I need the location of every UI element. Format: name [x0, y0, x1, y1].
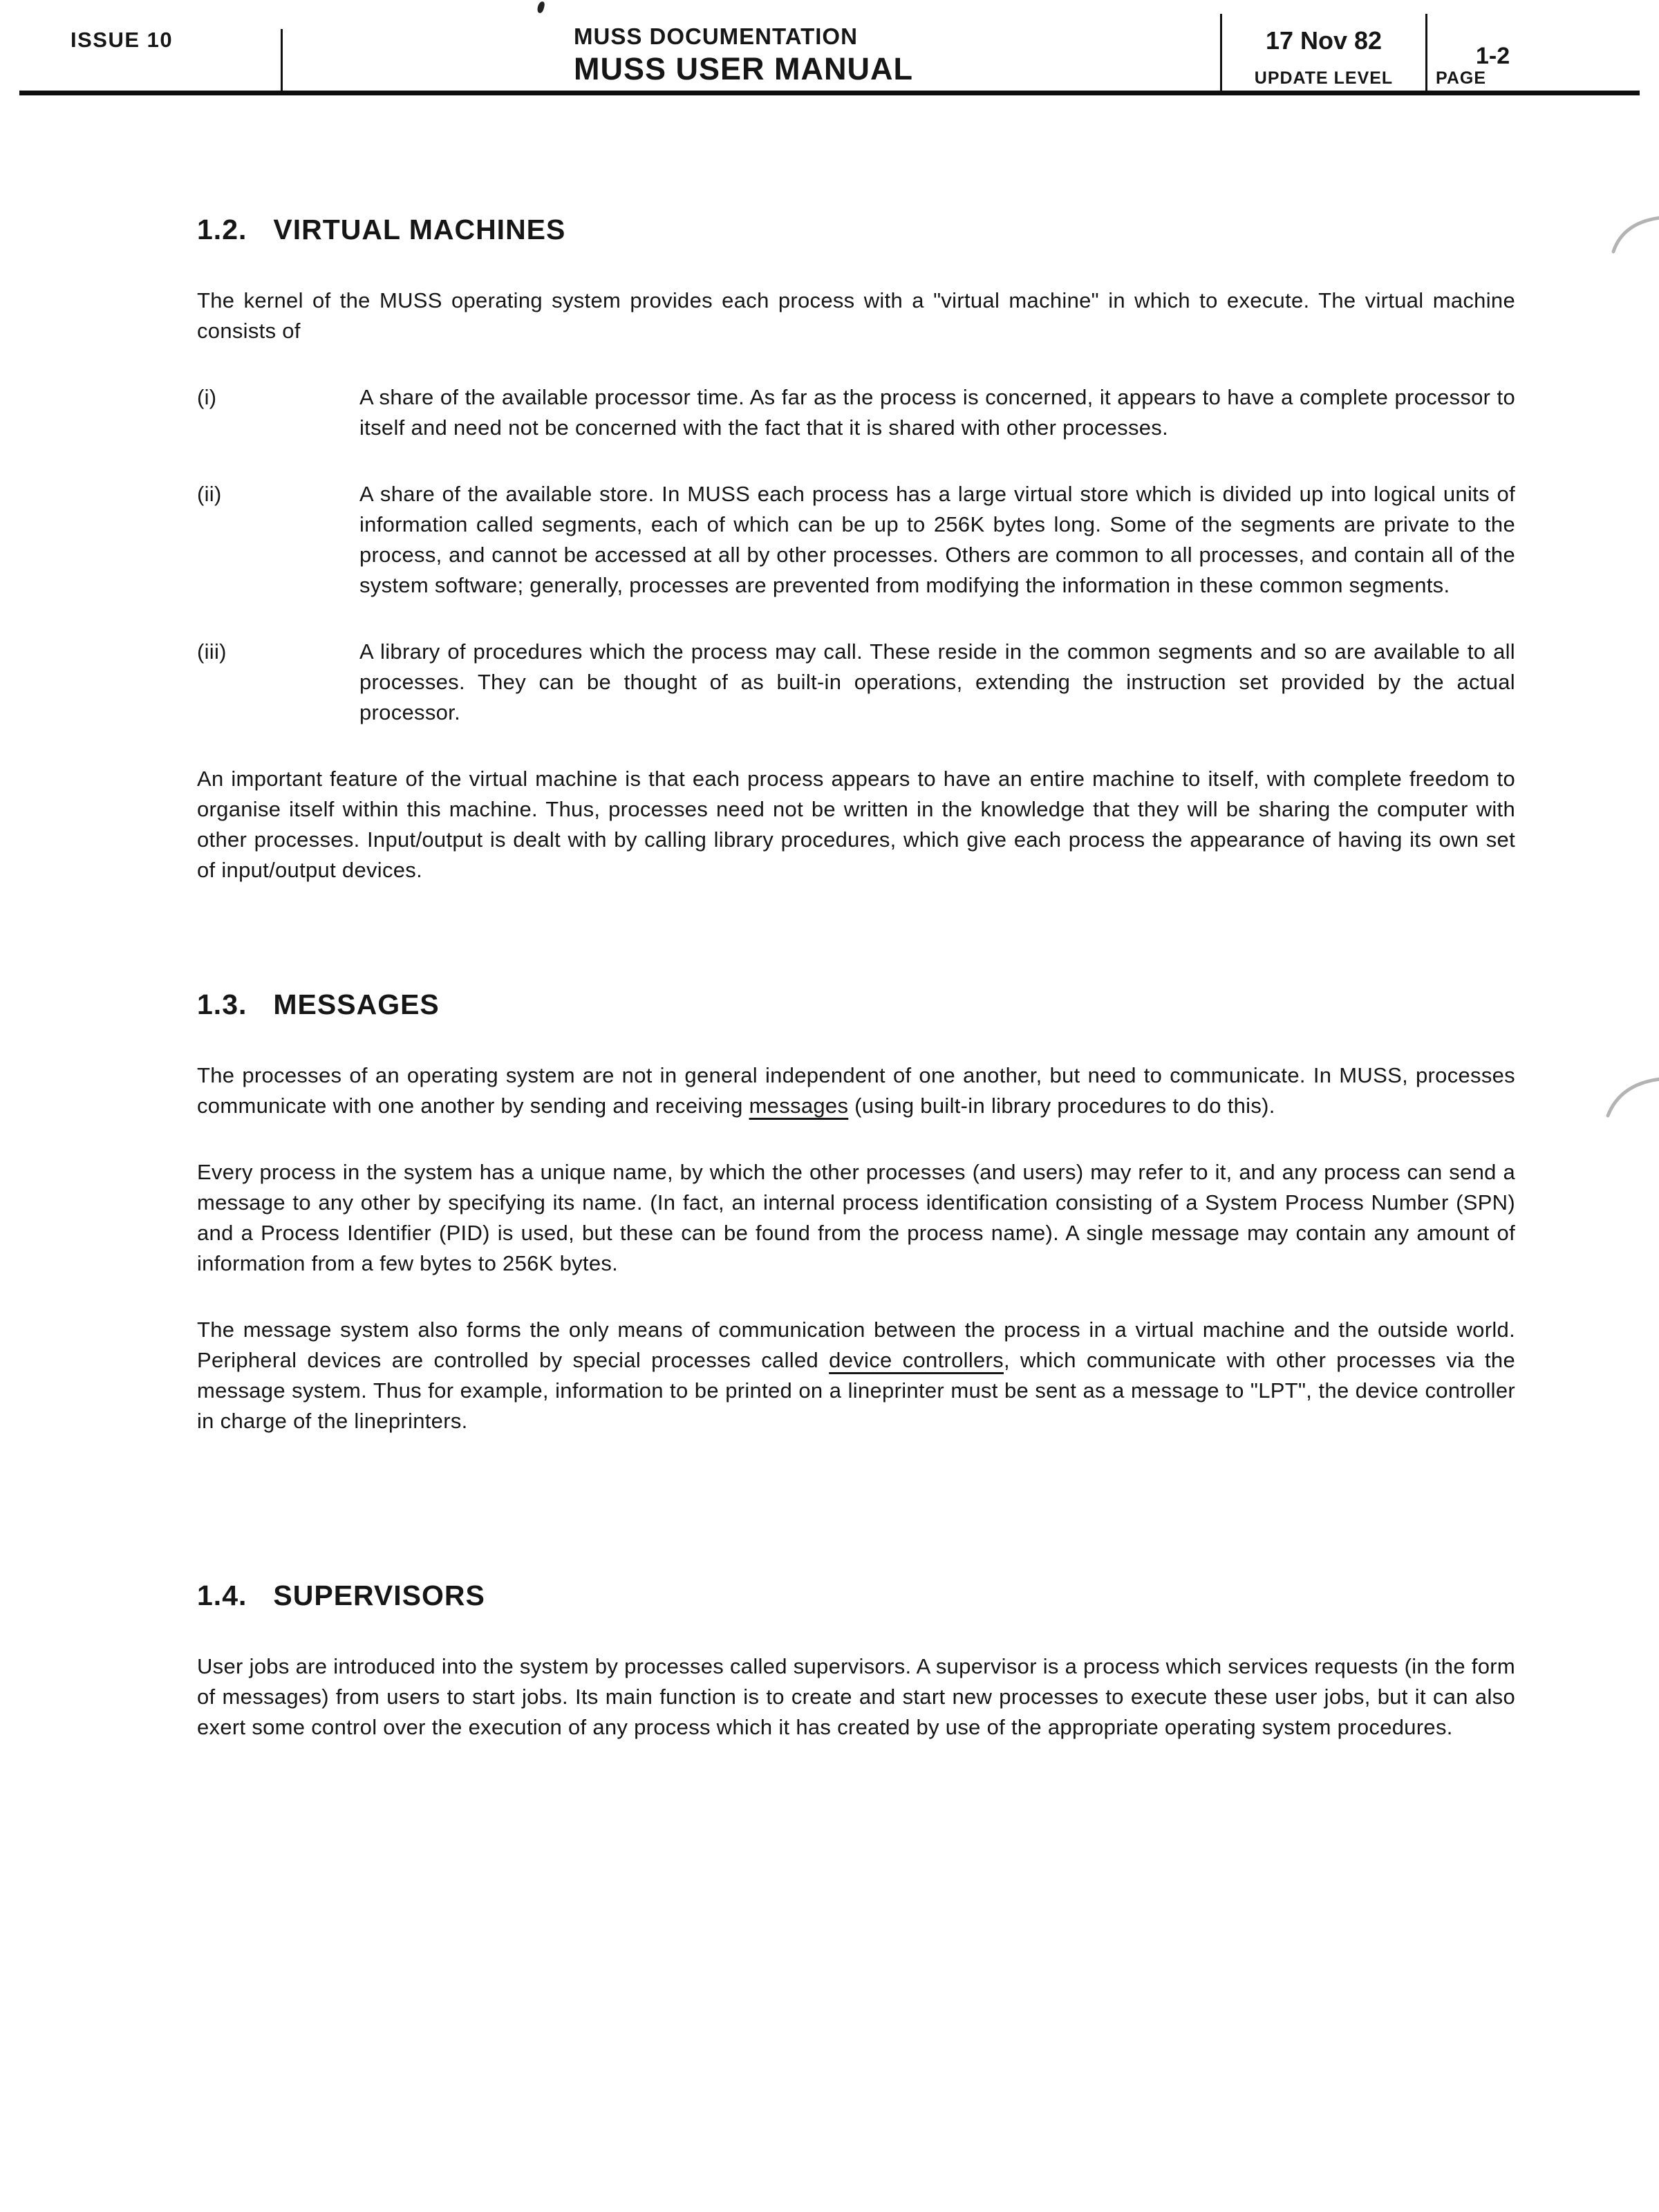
document-series-title: MUSS DOCUMENTATION — [574, 24, 858, 49]
section-heading — [197, 214, 1515, 245]
list-item-text — [359, 479, 1515, 601]
section-number: 1.2. — [197, 214, 247, 245]
page-number: 1-2 — [1476, 43, 1510, 69]
section-13 — [197, 989, 1515, 1436]
list-item-text — [359, 382, 1515, 443]
paragraph — [197, 764, 1515, 885]
list-item-label: (i) — [197, 385, 217, 410]
document-title-block — [574, 25, 913, 84]
section-12 — [197, 214, 1515, 885]
text-run: User jobs are introduced into the system by processes called supervisors. A supervisor is a process which services requests (in the form of messages) from users to start jobs. Its main function is to create and start new processes to execute these user jobs, but it can also exert some control over the execution of any process which it has created by use of the appropriate operating system procedures. — [197, 1654, 1515, 1740]
section-number: 1.3. — [197, 988, 247, 1021]
section-heading — [197, 1580, 1515, 1611]
section-title: MESSAGES — [273, 988, 440, 1021]
section-number: 1.4. — [197, 1580, 247, 1612]
document-title: MUSS USER MANUAL — [574, 51, 914, 86]
list-item-text — [359, 637, 1515, 728]
list-item — [197, 382, 1515, 443]
text-run: An important feature of the virtual machine is that each process appears to have an entire machine to itself, with complete freedom to organise itself within this machine. Thus, processes need not be written in the knowledge that they will be sharing the computer with other processes. Input/output is dealt with by calling library procedures, which give each process the appearance of having its own set of input/output devices. — [197, 767, 1515, 883]
section-14 — [197, 1580, 1515, 1743]
text-run: A share of the available store. In MUSS each process has a large virtual store which is divided up into logical units of information called segments, each of which can be up to 256K bytes long. Some of the segments are private to the process, and cannot be accessed at all by other processes. Others are common to all processes, and contain all of the system software; generally, processes are prevented from modifying the information in these common segments. — [359, 482, 1515, 598]
section-title: VIRTUAL MACHINES — [273, 214, 566, 245]
text-run: A library of procedures which the process may call. These reside in the common segments and so are available to all processes. They can be thought of as built-in operations, extending the instruction set provided by the actual processor. — [359, 639, 1515, 725]
text-run: The kernel of the MUSS operating system provides each process with a "virtual machine" in which to execute. The virtual machine consists of — [197, 288, 1515, 344]
section-title: SUPERVISORS — [273, 1580, 485, 1612]
underlined-term: device controllers — [829, 1348, 1004, 1373]
section-heading — [197, 989, 1515, 1020]
text-run: The processes of an operating system are not in general independent of one another, but need to communicate. In MUSS, processes communicate with one another by sending and receiving — [197, 1063, 1515, 1118]
content — [0, 214, 1659, 1743]
list-item-label: (ii) — [197, 482, 222, 507]
list-item — [197, 479, 1515, 601]
text-run: The message system also forms the only means of communication between the process in a virtual machine and the outside world. Peripheral devices are controlled by special processes called — [197, 1318, 1515, 1373]
text-run: Every process in the system has a unique name, by which the other processes (and users) may refer to it, and any process can send a message to any other by specifying its name. (In fact, an internal process identification consisting of a System Process Number (SPN) and a Process Identifier (PID) is used, but these can be found from the process name). A single message may contain any amount of information from a few bytes to 256K bytes. — [197, 1160, 1515, 1276]
update-level-cell — [1222, 0, 1425, 95]
header-divider — [281, 29, 283, 95]
paragraph — [197, 1157, 1515, 1279]
text-run: (using built-in library procedures to do this). — [848, 1094, 1275, 1118]
text-run: A share of the available processor time. As far as the process is concerned, it appears to have a complete processor to itself and need not be concerned with the fact that it is shared with other processes. — [359, 385, 1515, 440]
paragraph — [197, 1651, 1515, 1743]
issue-label: ISSUE 10 — [71, 28, 174, 52]
scan-artifact-curl — [1611, 213, 1659, 254]
paragraph — [197, 1315, 1515, 1436]
scan-artifact-curl — [1604, 1073, 1659, 1118]
list-item — [197, 637, 1515, 728]
page-label: PAGE — [1436, 68, 1486, 88]
header-rule — [19, 91, 1640, 95]
update-level-label: UPDATE LEVEL — [1254, 68, 1394, 88]
paragraph — [197, 285, 1515, 346]
paragraph — [197, 1060, 1515, 1121]
scan-speck — [536, 1, 545, 14]
page-header — [0, 0, 1659, 95]
underlined-term: messages — [749, 1094, 849, 1118]
list-item-label: (iii) — [197, 639, 227, 664]
update-date: 17 Nov 82 — [1265, 26, 1382, 55]
page-number-cell — [1427, 0, 1638, 95]
text-run: , which communicate with other processes via the message system. Thus for example, information to be printed on a lineprinter must be sent as a message to "LPT", the device controller in charge of the lineprinters. — [197, 1348, 1516, 1434]
